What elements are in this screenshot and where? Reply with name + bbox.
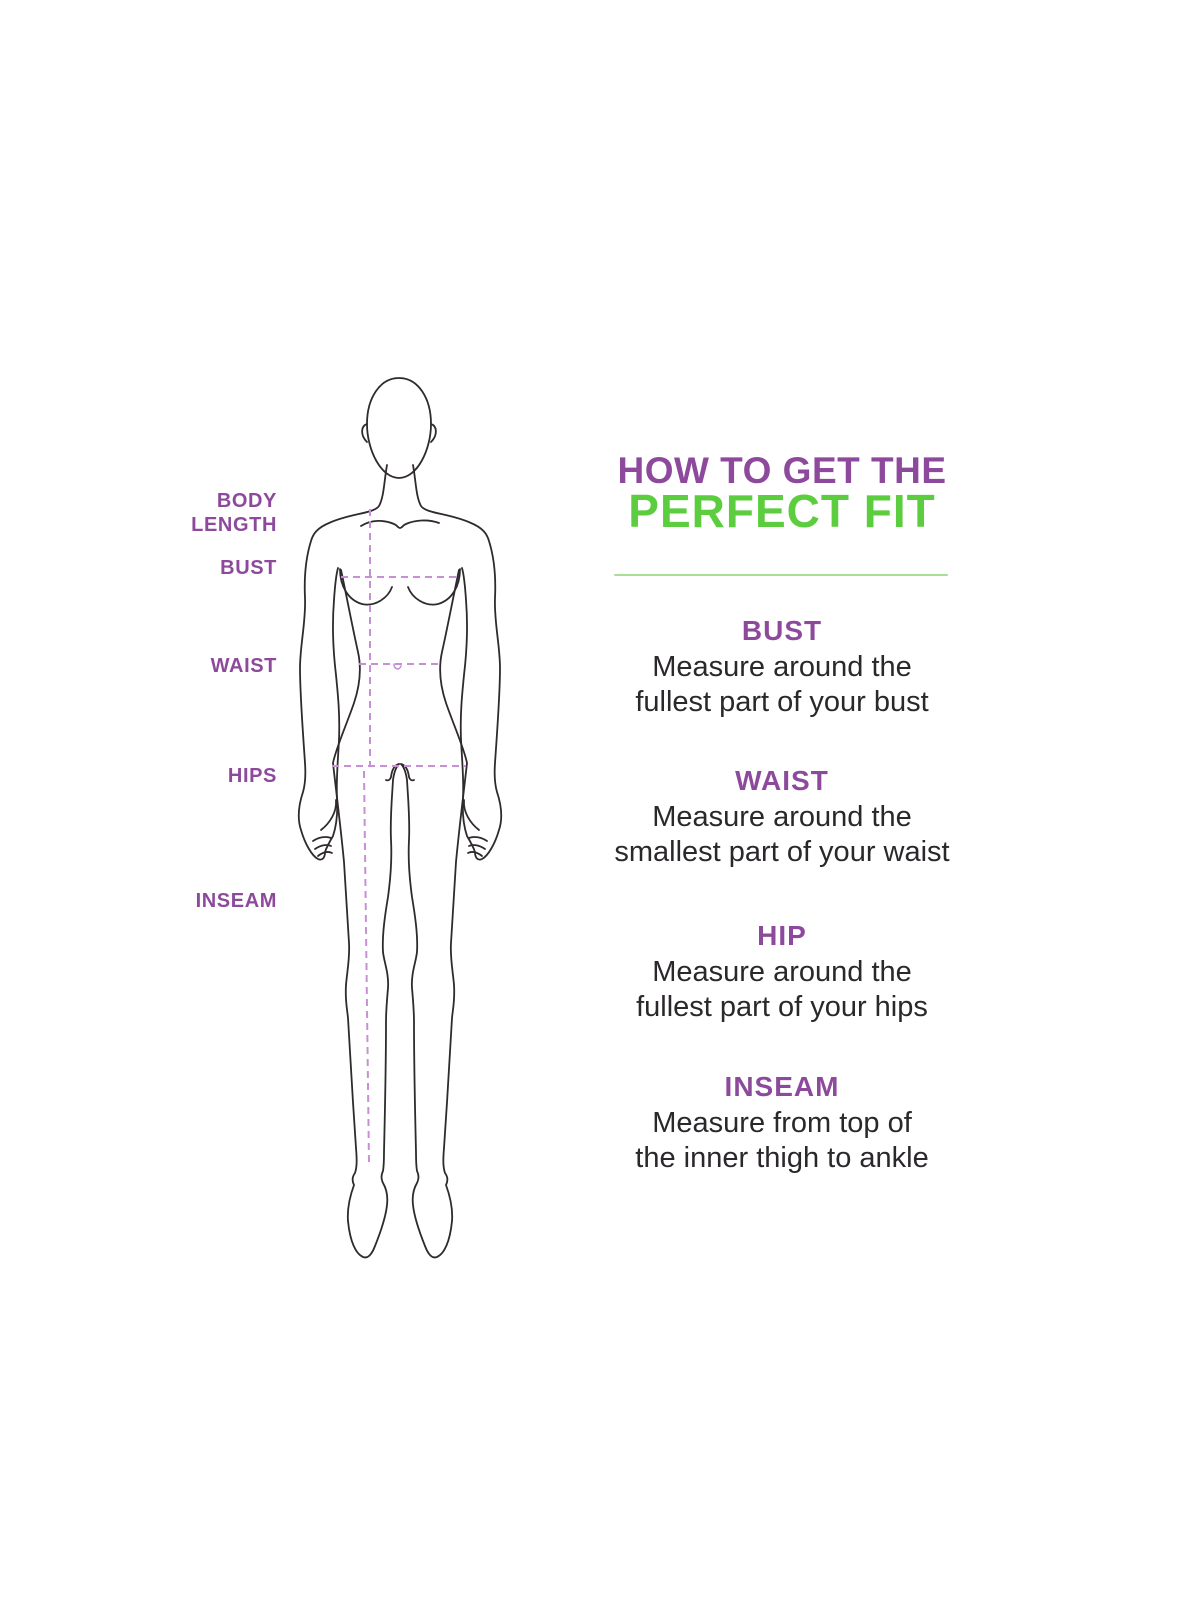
section-inseam-text	[582, 1106, 982, 1176]
figure-right-fingers	[468, 837, 487, 856]
figure-right-arm	[413, 465, 501, 860]
section-hip-text-line2: fullest part of your hips	[636, 991, 928, 1023]
section-hip-text	[582, 955, 982, 1025]
page-title-line1: HOW TO GET THE	[617, 450, 947, 491]
figure-left-thumb	[321, 800, 336, 830]
section-bust-text	[582, 650, 982, 720]
figure-left-torso-leg	[333, 570, 399, 1257]
section-inseam-text-line1: Measure from top of	[652, 1107, 912, 1139]
label-hips: HIPS	[227, 765, 277, 787]
section-hip	[582, 921, 982, 1025]
section-waist	[582, 766, 982, 870]
section-inseam	[582, 1072, 982, 1176]
page-title-line2: PERFECT FIT	[628, 485, 936, 537]
section-waist-heading: WAIST	[735, 765, 829, 796]
figure-collarbone	[361, 520, 439, 528]
label-body-length-line2: LENGTH	[191, 514, 277, 536]
figure-head	[367, 378, 431, 478]
label-bust: BUST	[220, 557, 277, 579]
label-body-length-line1: BODY	[216, 490, 277, 512]
section-waist-text-line1: Measure around the	[652, 801, 912, 833]
label-body-length	[191, 489, 277, 537]
section-inseam-heading: INSEAM	[724, 1071, 840, 1102]
title-divider	[614, 574, 948, 576]
figure-left-fingers	[313, 837, 332, 856]
section-hip-text-line1: Measure around the	[652, 956, 912, 988]
body-measurement-figure	[290, 370, 510, 1265]
figure-right-thumb	[464, 800, 479, 830]
figure-right-torso-leg	[401, 570, 467, 1257]
section-bust-text-line1: Measure around the	[652, 651, 912, 683]
section-waist-text	[582, 800, 982, 870]
label-inseam: INSEAM	[195, 890, 277, 912]
inseam-measure-line	[364, 771, 369, 1164]
section-inseam-text-line2: the inner thigh to ankle	[635, 1142, 929, 1174]
label-waist: WAIST	[210, 655, 277, 677]
figure-left-arm	[299, 465, 387, 860]
section-waist-text-line2: smallest part of your waist	[614, 836, 950, 868]
section-hip-heading: HIP	[757, 920, 807, 951]
section-bust	[582, 616, 982, 720]
section-bust-text-line2: fullest part of your bust	[635, 686, 929, 718]
section-bust-heading: BUST	[741, 615, 823, 646]
